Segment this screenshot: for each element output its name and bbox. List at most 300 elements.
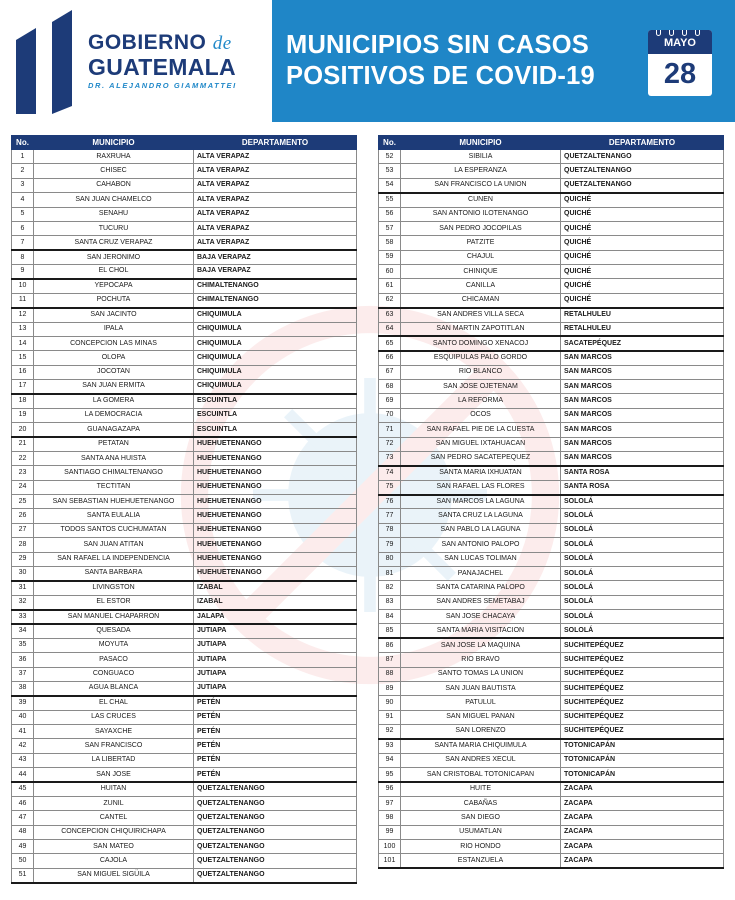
row-number: 79 xyxy=(379,538,401,552)
row-departamento: QUETZALTENANGO xyxy=(561,178,724,192)
table-row xyxy=(12,207,357,221)
row-number: 58 xyxy=(379,236,401,250)
row-departamento: SOLOLÁ xyxy=(561,610,724,624)
row-municipio: SAN JACINTO xyxy=(34,308,194,322)
row-municipio: SAN PABLO LA LAGUNA xyxy=(401,523,561,537)
row-departamento: HUEHUETENANGO xyxy=(194,437,357,451)
row-municipio: CHICAMAN xyxy=(401,293,561,307)
row-departamento: SANTA ROSA xyxy=(561,480,724,494)
row-departamento: ALTA VERAPAZ xyxy=(194,193,357,207)
column-header-municipio: MUNICIPIO xyxy=(34,136,194,150)
table-row xyxy=(379,265,724,279)
logo-line3: DR. ALEJANDRO GIAMMATTEI xyxy=(88,81,237,90)
row-number: 7 xyxy=(12,236,34,250)
row-municipio: SANTIAGO CHIMALTENANGO xyxy=(34,466,194,480)
table-row xyxy=(379,595,724,609)
row-municipio: QUESADA xyxy=(34,624,194,638)
row-number: 84 xyxy=(379,610,401,624)
row-municipio: SANTO DOMINGO XENACOJ xyxy=(401,336,561,350)
row-departamento: PETÉN xyxy=(194,696,357,710)
row-municipio: CUNEN xyxy=(401,193,561,207)
row-municipio: SANTA MARIA IXHUATAN xyxy=(401,466,561,480)
table-row xyxy=(379,581,724,595)
logo-line1-de: de xyxy=(212,33,232,54)
table-row xyxy=(12,322,357,336)
row-number: 82 xyxy=(379,581,401,595)
table-row xyxy=(12,796,357,810)
table-row xyxy=(379,495,724,509)
row-number: 38 xyxy=(12,681,34,695)
row-departamento: ZACAPA xyxy=(561,782,724,796)
row-municipio: PETATAN xyxy=(34,437,194,451)
row-number: 45 xyxy=(12,782,34,796)
row-departamento: SAN MARCOS xyxy=(561,451,724,465)
table-row xyxy=(12,336,357,350)
table-row xyxy=(12,768,357,782)
row-number: 100 xyxy=(379,840,401,854)
row-municipio: SAN PEDRO SACATEPEQUEZ xyxy=(401,451,561,465)
row-municipio: EL ESTOR xyxy=(34,595,194,609)
row-number: 71 xyxy=(379,423,401,437)
row-departamento: SUCHITEPÉQUEZ xyxy=(561,638,724,652)
table-row xyxy=(12,710,357,724)
table-row xyxy=(12,725,357,739)
row-departamento: SUCHITEPÉQUEZ xyxy=(561,653,724,667)
row-departamento: SOLOLÁ xyxy=(561,495,724,509)
row-number: 32 xyxy=(12,595,34,609)
table-row xyxy=(379,221,724,235)
row-municipio: SAN CRISTOBAL TOTONICAPAN xyxy=(401,768,561,782)
row-municipio: SAN SEBASTIAN HUEHUETENANGO xyxy=(34,495,194,509)
table-row xyxy=(379,552,724,566)
row-number: 21 xyxy=(12,437,34,451)
row-municipio: OLOPA xyxy=(34,351,194,365)
logo-bars-icon xyxy=(16,10,76,114)
table-row xyxy=(12,523,357,537)
row-municipio: SAN JOSE xyxy=(34,768,194,782)
row-number: 60 xyxy=(379,265,401,279)
table-row xyxy=(12,753,357,767)
row-number: 95 xyxy=(379,768,401,782)
row-number: 40 xyxy=(12,710,34,724)
row-municipio: SAN DIEGO xyxy=(401,811,561,825)
row-number: 36 xyxy=(12,653,34,667)
row-number: 80 xyxy=(379,552,401,566)
calendar-ring-icon xyxy=(695,30,700,36)
row-departamento: QUETZALTENANGO xyxy=(194,840,357,854)
row-departamento: QUETZALTENANGO xyxy=(194,782,357,796)
table-row xyxy=(379,423,724,437)
row-municipio: SANTA CRUZ VERAPAZ xyxy=(34,236,194,250)
row-municipio: HUITE xyxy=(401,782,561,796)
row-number: 2 xyxy=(12,164,34,178)
row-number: 81 xyxy=(379,566,401,580)
row-departamento: TOTONICAPÁN xyxy=(561,768,724,782)
row-municipio: CHAJUL xyxy=(401,250,561,264)
row-municipio: SAN ANTONIO ILOTENANGO xyxy=(401,207,561,221)
row-departamento: ESCUINTLA xyxy=(194,408,357,422)
row-departamento: CHIMALTENANGO xyxy=(194,279,357,293)
row-number: 89 xyxy=(379,681,401,695)
row-number: 55 xyxy=(379,193,401,207)
row-departamento: SOLOLÁ xyxy=(561,595,724,609)
row-number: 85 xyxy=(379,624,401,638)
municipios-table-left xyxy=(11,135,357,884)
table-row xyxy=(379,725,724,739)
row-number: 20 xyxy=(12,423,34,437)
column-header-municipio: MUNICIPIO xyxy=(401,136,561,150)
row-number: 65 xyxy=(379,336,401,350)
row-departamento: JUTIAPA xyxy=(194,667,357,681)
row-municipio: ESQUIPULAS PALO GORDO xyxy=(401,351,561,365)
row-municipio: SAN JUAN ERMITA xyxy=(34,380,194,394)
row-departamento: SAN MARCOS xyxy=(561,437,724,451)
row-municipio: SAN JERONIMO xyxy=(34,250,194,264)
table-row xyxy=(12,653,357,667)
row-departamento: SOLOLÁ xyxy=(561,624,724,638)
row-number: 90 xyxy=(379,696,401,710)
row-municipio: CAJOLA xyxy=(34,854,194,868)
row-departamento: JALAPA xyxy=(194,610,357,624)
row-municipio: SENAHU xyxy=(34,207,194,221)
row-municipio: ZUNIL xyxy=(34,796,194,810)
row-municipio: TUCURU xyxy=(34,221,194,235)
row-number: 74 xyxy=(379,466,401,480)
row-departamento: HUEHUETENANGO xyxy=(194,466,357,480)
row-number: 39 xyxy=(12,696,34,710)
row-number: 97 xyxy=(379,796,401,810)
row-number: 11 xyxy=(12,293,34,307)
row-departamento: SOLOLÁ xyxy=(561,538,724,552)
row-departamento: CHIMALTENANGO xyxy=(194,293,357,307)
table-row xyxy=(379,811,724,825)
table-row xyxy=(379,854,724,868)
row-municipio: CANTEL xyxy=(34,811,194,825)
row-departamento: HUEHUETENANGO xyxy=(194,480,357,494)
table-row xyxy=(379,796,724,810)
row-municipio: EL CHAL xyxy=(34,696,194,710)
row-departamento: ZACAPA xyxy=(561,796,724,810)
table-header-row xyxy=(379,136,724,150)
row-departamento: JUTIAPA xyxy=(194,638,357,652)
row-municipio: SAN FRANCISCO LA UNION xyxy=(401,178,561,192)
table-row xyxy=(379,768,724,782)
table-body-right xyxy=(379,150,724,869)
table-row xyxy=(12,380,357,394)
row-departamento: SUCHITEPÉQUEZ xyxy=(561,696,724,710)
row-municipio: IPALA xyxy=(34,322,194,336)
row-number: 87 xyxy=(379,653,401,667)
row-number: 61 xyxy=(379,279,401,293)
table-row xyxy=(379,178,724,192)
row-departamento: SUCHITEPÉQUEZ xyxy=(561,681,724,695)
calendar-ring-icon xyxy=(682,30,687,36)
table-row xyxy=(12,566,357,580)
column-header-departamento: DEPARTAMENTO xyxy=(194,136,357,150)
table-row xyxy=(379,408,724,422)
table-row xyxy=(12,365,357,379)
calendar-ring-icon xyxy=(656,30,661,36)
logo-text xyxy=(88,32,268,90)
row-departamento: SAN MARCOS xyxy=(561,351,724,365)
row-departamento: HUEHUETENANGO xyxy=(194,538,357,552)
row-number: 73 xyxy=(379,451,401,465)
table-row xyxy=(12,854,357,868)
row-number: 10 xyxy=(12,279,34,293)
table-row xyxy=(12,825,357,839)
table-row xyxy=(12,638,357,652)
row-departamento: IZABAL xyxy=(194,595,357,609)
row-municipio: GUANAGAZAPA xyxy=(34,423,194,437)
row-number: 15 xyxy=(12,351,34,365)
table-row xyxy=(379,610,724,624)
table-row xyxy=(12,408,357,422)
table-row xyxy=(12,811,357,825)
row-municipio: SANTA ANA HUISTA xyxy=(34,451,194,465)
row-departamento: ZACAPA xyxy=(561,840,724,854)
row-municipio: CABAÑAS xyxy=(401,796,561,810)
row-municipio: SAN RAFAEL LA INDEPENDENCIA xyxy=(34,552,194,566)
row-departamento: ALTA VERAPAZ xyxy=(194,221,357,235)
row-departamento: IZABAL xyxy=(194,581,357,595)
table-row xyxy=(379,825,724,839)
row-municipio: PASACO xyxy=(34,653,194,667)
row-departamento: SUCHITEPÉQUEZ xyxy=(561,667,724,681)
row-number: 96 xyxy=(379,782,401,796)
row-number: 68 xyxy=(379,380,401,394)
row-number: 29 xyxy=(12,552,34,566)
table-row xyxy=(12,681,357,695)
row-number: 54 xyxy=(379,178,401,192)
row-number: 56 xyxy=(379,207,401,221)
row-number: 94 xyxy=(379,753,401,767)
row-number: 70 xyxy=(379,408,401,422)
row-departamento: QUICHÉ xyxy=(561,193,724,207)
row-municipio: OCOS xyxy=(401,408,561,422)
row-departamento: ZACAPA xyxy=(561,825,724,839)
row-number: 47 xyxy=(12,811,34,825)
row-municipio: SAN MATEO xyxy=(34,840,194,854)
row-number: 67 xyxy=(379,365,401,379)
table-row xyxy=(12,164,357,178)
row-municipio: SAN JUAN CHAMELCO xyxy=(34,193,194,207)
table-row xyxy=(379,365,724,379)
row-municipio: CHINIQUE xyxy=(401,265,561,279)
row-municipio: RIO BRAVO xyxy=(401,653,561,667)
row-municipio: SAN ANDRES SEMETABAJ xyxy=(401,595,561,609)
row-municipio: LIVINGSTON xyxy=(34,581,194,595)
row-municipio: SAN PEDRO JOCOPILAS xyxy=(401,221,561,235)
row-departamento: JUTIAPA xyxy=(194,653,357,667)
row-municipio: SAN MIGUEL PANAN xyxy=(401,710,561,724)
row-departamento: QUETZALTENANGO xyxy=(194,796,357,810)
calendar-month: MAYO xyxy=(648,30,712,54)
column-header-no: No. xyxy=(12,136,34,150)
row-number: 34 xyxy=(12,624,34,638)
table-row xyxy=(12,552,357,566)
table-row xyxy=(12,624,357,638)
row-municipio: SAN ANDRES VILLA SECA xyxy=(401,308,561,322)
table-row xyxy=(12,221,357,235)
row-municipio: USUMATLAN xyxy=(401,825,561,839)
table-row xyxy=(379,538,724,552)
table-row xyxy=(12,150,357,164)
row-departamento: HUEHUETENANGO xyxy=(194,552,357,566)
row-municipio: SAN ANDRES XECUL xyxy=(401,753,561,767)
calendar-icon xyxy=(648,30,712,96)
row-number: 23 xyxy=(12,466,34,480)
row-departamento: ALTA VERAPAZ xyxy=(194,207,357,221)
row-departamento: QUICHÉ xyxy=(561,279,724,293)
row-number: 57 xyxy=(379,221,401,235)
table-row xyxy=(12,178,357,192)
row-departamento: CHIQUIMULA xyxy=(194,351,357,365)
row-departamento: SOLOLÁ xyxy=(561,581,724,595)
table-row xyxy=(379,509,724,523)
table-row xyxy=(12,739,357,753)
row-number: 12 xyxy=(12,308,34,322)
row-number: 35 xyxy=(12,638,34,652)
row-number: 8 xyxy=(12,250,34,264)
row-number: 17 xyxy=(12,380,34,394)
table-row xyxy=(12,250,357,264)
row-municipio: MOYUTA xyxy=(34,638,194,652)
row-number: 83 xyxy=(379,595,401,609)
row-number: 33 xyxy=(12,610,34,624)
row-departamento: SANTA ROSA xyxy=(561,466,724,480)
row-municipio: SAN MIGUEL SIGÜILA xyxy=(34,868,194,882)
row-number: 52 xyxy=(379,150,401,164)
table-row xyxy=(379,236,724,250)
row-municipio: RIO HONDO xyxy=(401,840,561,854)
row-departamento: ALTA VERAPAZ xyxy=(194,164,357,178)
row-number: 14 xyxy=(12,336,34,350)
row-departamento: RETALHULEU xyxy=(561,322,724,336)
row-number: 4 xyxy=(12,193,34,207)
row-number: 28 xyxy=(12,538,34,552)
table-row xyxy=(12,437,357,451)
row-number: 93 xyxy=(379,739,401,753)
table-row xyxy=(379,394,724,408)
table-row xyxy=(379,523,724,537)
row-number: 41 xyxy=(12,725,34,739)
row-municipio: PANAJACHEL xyxy=(401,566,561,580)
row-departamento: PETÉN xyxy=(194,753,357,767)
table-row xyxy=(379,624,724,638)
row-number: 77 xyxy=(379,509,401,523)
table-row xyxy=(379,466,724,480)
row-departamento: SAN MARCOS xyxy=(561,423,724,437)
row-departamento: ALTA VERAPAZ xyxy=(194,178,357,192)
row-departamento: HUEHUETENANGO xyxy=(194,523,357,537)
row-municipio: RAXRUHA xyxy=(34,150,194,164)
table-row xyxy=(379,336,724,350)
row-municipio: RIO BLANCO xyxy=(401,365,561,379)
row-number: 50 xyxy=(12,854,34,868)
title-line1: MUNICIPIOS SIN CASOS xyxy=(286,31,589,59)
row-number: 25 xyxy=(12,495,34,509)
table-row xyxy=(12,509,357,523)
row-municipio: CONCEPCION CHIQUIRICHAPA xyxy=(34,825,194,839)
row-departamento: QUETZALTENANGO xyxy=(194,868,357,882)
row-municipio: LA ESPERANZA xyxy=(401,164,561,178)
row-municipio: CAHABON xyxy=(34,178,194,192)
row-departamento: SOLOLÁ xyxy=(561,566,724,580)
row-municipio: ESTANZUELA xyxy=(401,854,561,868)
calendar-ring-icon xyxy=(669,30,674,36)
row-number: 16 xyxy=(12,365,34,379)
row-municipio: CHISEC xyxy=(34,164,194,178)
table-row xyxy=(379,207,724,221)
row-municipio: SAN LUCAS TOLIMAN xyxy=(401,552,561,566)
row-municipio: AGUA BLANCA xyxy=(34,681,194,695)
row-departamento: HUEHUETENANGO xyxy=(194,566,357,580)
row-municipio: SANTA BARBARA xyxy=(34,566,194,580)
table-row xyxy=(379,638,724,652)
row-municipio: YEPOCAPA xyxy=(34,279,194,293)
table-row xyxy=(12,265,357,279)
row-municipio: SAN JUAN ATITAN xyxy=(34,538,194,552)
row-number: 64 xyxy=(379,322,401,336)
row-departamento: QUETZALTENANGO xyxy=(194,811,357,825)
row-municipio: SAYAXCHE xyxy=(34,725,194,739)
table-row xyxy=(12,696,357,710)
row-number: 5 xyxy=(12,207,34,221)
row-departamento: QUETZALTENANGO xyxy=(194,854,357,868)
row-departamento: SOLOLÁ xyxy=(561,523,724,537)
row-number: 88 xyxy=(379,667,401,681)
row-municipio: SAN LORENZO xyxy=(401,725,561,739)
table-row xyxy=(379,150,724,164)
table-row xyxy=(12,495,357,509)
row-departamento: HUEHUETENANGO xyxy=(194,451,357,465)
row-municipio: CANILLA xyxy=(401,279,561,293)
row-number: 6 xyxy=(12,221,34,235)
row-number: 62 xyxy=(379,293,401,307)
row-municipio: SAN ANTONIO PALOPO xyxy=(401,538,561,552)
row-departamento: SOLOLÁ xyxy=(561,509,724,523)
table-body-left xyxy=(12,150,357,883)
row-departamento: SAN MARCOS xyxy=(561,365,724,379)
row-departamento: PETÉN xyxy=(194,725,357,739)
row-municipio: SANTA CRUZ LA LAGUNA xyxy=(401,509,561,523)
row-departamento: SUCHITEPÉQUEZ xyxy=(561,725,724,739)
row-municipio: LA REFORMA xyxy=(401,394,561,408)
table-row xyxy=(379,250,724,264)
row-departamento: CHIQUIMULA xyxy=(194,308,357,322)
table-row xyxy=(379,667,724,681)
table-row xyxy=(379,739,724,753)
row-number: 44 xyxy=(12,768,34,782)
table-row xyxy=(379,681,724,695)
row-number: 27 xyxy=(12,523,34,537)
row-municipio: SAN JOSE OJETENAM xyxy=(401,380,561,394)
row-number: 3 xyxy=(12,178,34,192)
row-number: 101 xyxy=(379,854,401,868)
table-row xyxy=(12,423,357,437)
title-banner xyxy=(272,0,735,122)
table-row xyxy=(379,437,724,451)
row-departamento: QUETZALTENANGO xyxy=(561,164,724,178)
row-departamento: QUICHÉ xyxy=(561,207,724,221)
row-municipio: PATZITE xyxy=(401,236,561,250)
row-departamento: TOTONICAPÁN xyxy=(561,739,724,753)
table-row xyxy=(12,193,357,207)
row-municipio: SAN JOSE LA MAQUINA xyxy=(401,638,561,652)
table-row xyxy=(379,193,724,207)
row-departamento: HUEHUETENANGO xyxy=(194,509,357,523)
header xyxy=(0,0,735,122)
